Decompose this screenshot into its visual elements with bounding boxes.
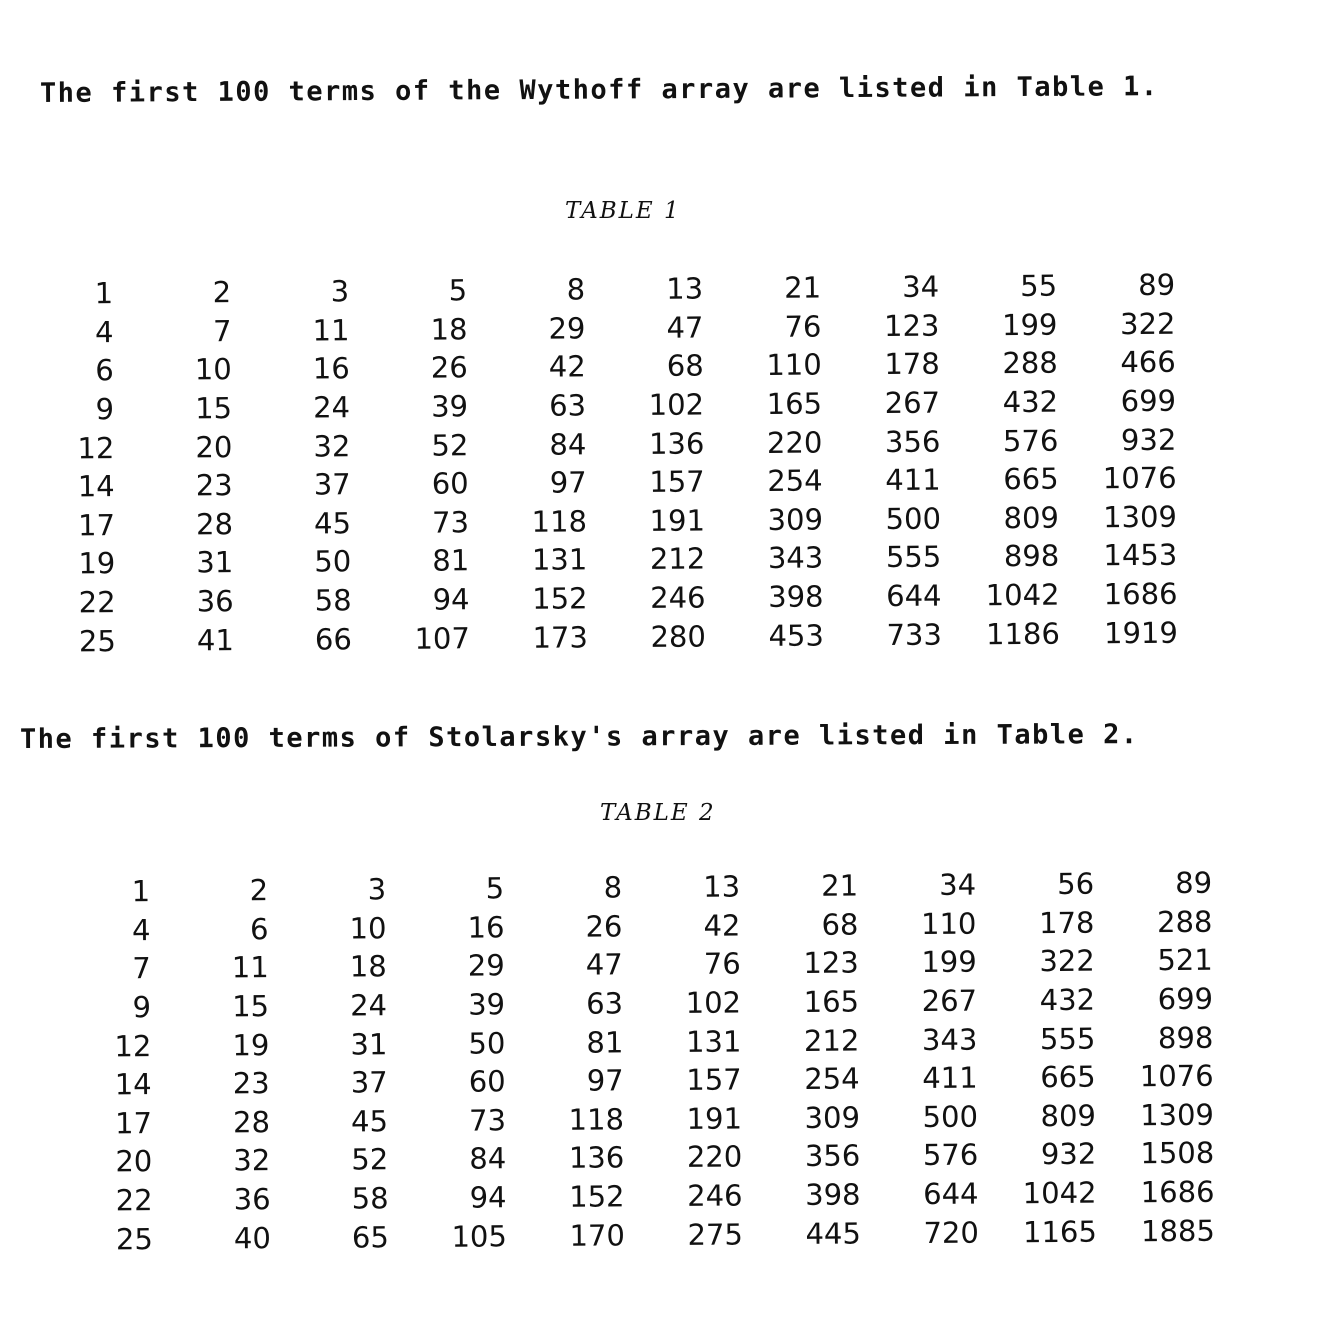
table-cell: 343 (767, 540, 824, 576)
table-cell: 15 (195, 391, 233, 426)
table-cell: 28 (195, 506, 234, 542)
table-cell: 170 (569, 1217, 625, 1253)
table-cell: 280 (650, 619, 706, 654)
table-cell: 17 (77, 507, 116, 543)
table-cell: 576 (922, 1138, 979, 1173)
table-cell: 932 (1040, 1137, 1097, 1172)
table-cell: 5 (485, 871, 505, 906)
table-cell: 466 (1120, 345, 1176, 380)
table-cell: 42 (703, 908, 741, 943)
table-cell: 39 (468, 987, 506, 1022)
table-cell: 932 (1120, 422, 1177, 457)
table-cell: 118 (531, 504, 588, 539)
table-cell: 24 (350, 988, 388, 1023)
table-cell: 58 (351, 1181, 389, 1216)
table-2-caption: TABLE 2 (600, 800, 716, 826)
table-cell: 254 (767, 463, 823, 499)
table-cell: 63 (586, 986, 624, 1021)
table-cell: 644 (886, 578, 942, 614)
table-cell: 37 (313, 467, 351, 502)
table-cell: 275 (687, 1217, 743, 1252)
table-cell: 1 (94, 276, 114, 311)
table-cell: 1186 (985, 616, 1060, 651)
table-cell: 699 (1157, 981, 1214, 1017)
table-cell: 576 (1002, 423, 1059, 458)
table-cell: 32 (313, 428, 351, 464)
table-cell: 34 (939, 867, 977, 903)
table-cell: 68 (821, 907, 859, 942)
table-cell: 81 (432, 543, 470, 579)
table-cell: 13 (666, 271, 704, 307)
table-cell: 9 (132, 990, 152, 1025)
table-cell: 1885 (1140, 1213, 1215, 1248)
table-cell: 11 (312, 313, 350, 348)
table-cell: 66 (314, 621, 353, 657)
table-cell: 212 (803, 1023, 860, 1058)
table-cell: 52 (351, 1142, 389, 1177)
table-cell: 29 (467, 948, 505, 984)
table-cell: 288 (1156, 904, 1213, 940)
table-1-caption: TABLE 1 (565, 198, 681, 224)
table-cell: 356 (804, 1138, 861, 1174)
table-cell: 1042 (985, 577, 1060, 613)
table-cell: 10 (194, 352, 232, 387)
table-cell: 398 (805, 1177, 861, 1212)
table-cell: 165 (803, 984, 860, 1020)
table-cell: 343 (921, 1022, 978, 1057)
table-cell: 322 (1039, 944, 1095, 979)
table-cell: 110 (920, 906, 977, 941)
table-cell: 68 (666, 348, 704, 384)
table-cell: 19 (78, 546, 116, 581)
table-cell: 31 (196, 545, 234, 580)
table-cell: 809 (1040, 1098, 1097, 1133)
wythoff-array-table (0, 266, 1178, 661)
table-cell: 10 (349, 911, 387, 946)
table-cell: 84 (469, 1141, 507, 1177)
table-cell: 2 (212, 275, 232, 310)
table-cell: 26 (430, 350, 468, 386)
table-cell: 94 (432, 582, 470, 617)
table-cell: 733 (886, 617, 942, 652)
table-cell: 322 (1119, 306, 1176, 342)
table-cell: 898 (1157, 1020, 1214, 1055)
table-cell: 432 (1039, 982, 1096, 1018)
table-cell: 1309 (1139, 1097, 1215, 1133)
table-cell: 445 (805, 1216, 861, 1251)
table-cell: 136 (568, 1140, 625, 1176)
table-cell: 32 (233, 1143, 271, 1178)
table-cell: 212 (649, 541, 706, 577)
table-cell: 1453 (1103, 538, 1178, 573)
table-cell: 12 (77, 430, 115, 466)
table-cell: 9 (95, 392, 115, 427)
table-cell: 123 (803, 945, 859, 981)
table-cell: 20 (115, 1144, 153, 1179)
table-cell: 1165 (1022, 1214, 1097, 1249)
table-cell: 665 (1003, 461, 1059, 497)
table-cell: 42 (548, 349, 586, 385)
table-cell: 898 (1003, 539, 1060, 574)
table-cell: 18 (349, 949, 387, 984)
table-cell: 500 (922, 1099, 979, 1134)
table-cell: 110 (766, 347, 822, 383)
table-2-intro-text: The first 100 terms of Stolarsky's array are listed in Table 2. (19, 719, 1139, 755)
table-cell: 22 (78, 585, 116, 620)
table-cell: 5 (448, 273, 468, 308)
table-cell: 220 (686, 1139, 743, 1175)
table-cell: 521 (1157, 943, 1213, 978)
table-cell: 26 (585, 909, 623, 944)
table-cell: 34 (902, 269, 940, 305)
table-cell: 131 (685, 1024, 742, 1059)
table-cell: 8 (603, 870, 623, 905)
table-cell: 152 (569, 1179, 625, 1214)
table-cell: 555 (885, 540, 942, 575)
table-cell: 60 (431, 466, 469, 501)
table-cell: 25 (115, 1221, 154, 1256)
table-cell: 58 (314, 583, 352, 618)
table-cell: 45 (313, 506, 352, 541)
table-cell: 81 (586, 1025, 624, 1060)
table-cell: 56 (1057, 866, 1095, 902)
table-cell: 432 (1002, 384, 1059, 420)
table-cell: 453 (768, 618, 824, 653)
table-cell: 157 (686, 1062, 742, 1098)
table-cell: 1919 (1103, 615, 1178, 650)
table-cell: 165 (766, 386, 823, 422)
table-cell: 8 (566, 272, 586, 307)
table-cell: 13 (703, 869, 741, 905)
table-cell: 76 (703, 946, 741, 982)
table-cell: 157 (649, 464, 705, 500)
table-cell: 55 (1020, 268, 1058, 304)
table-cell: 17 (114, 1105, 153, 1141)
table-cell: 23 (195, 468, 233, 503)
table-cell: 25 (78, 623, 117, 658)
table-cell: 105 (451, 1218, 507, 1254)
table-cell: 173 (532, 619, 588, 655)
table-cell: 63 (549, 388, 587, 423)
table-cell: 29 (548, 311, 586, 346)
table-cell: 199 (921, 945, 977, 980)
table-cell: 6 (95, 353, 114, 388)
table-cell: 16 (467, 910, 505, 945)
table-cell: 21 (821, 868, 859, 904)
table-cell: 11 (231, 950, 269, 985)
table-cell: 1076 (1102, 460, 1177, 496)
table-cell: 22 (115, 1183, 153, 1218)
table-cell: 136 (648, 426, 705, 461)
table-cell: 89 (1175, 866, 1213, 901)
table-cell: 73 (431, 505, 470, 540)
table-cell: 4 (131, 912, 151, 948)
table-cell: 178 (1038, 905, 1095, 940)
table-cell: 97 (586, 1063, 624, 1098)
table-cell: 500 (885, 501, 942, 536)
table-cell: 76 (784, 309, 822, 344)
table-cell: 152 (532, 581, 588, 616)
table-cell: 1076 (1139, 1058, 1214, 1094)
table-cell: 41 (196, 622, 235, 658)
table-cell: 720 (923, 1215, 979, 1250)
table-cell: 94 (469, 1180, 507, 1215)
table-cell: 1686 (1103, 576, 1178, 612)
table-cell: 102 (685, 985, 742, 1020)
table-cell: 36 (233, 1182, 271, 1217)
table-cell: 644 (923, 1176, 979, 1212)
table-cell: 39 (431, 389, 469, 424)
table-cell: 123 (883, 308, 940, 343)
table-cell: 73 (468, 1103, 507, 1138)
table-cell: 14 (114, 1067, 152, 1102)
table-cell: 178 (884, 347, 940, 382)
table-cell: 60 (468, 1064, 506, 1099)
table-cell: 36 (196, 584, 234, 619)
table-cell: 254 (804, 1061, 860, 1097)
table-cell: 65 (351, 1219, 390, 1255)
table-cell: 16 (312, 351, 350, 386)
table-row (35, 1211, 1215, 1259)
table-cell: 47 (666, 310, 704, 345)
table-cell: 309 (804, 1100, 861, 1135)
table-cell: 1686 (1140, 1174, 1215, 1210)
table-cell: 89 (1138, 268, 1176, 303)
table-cell: 52 (431, 427, 469, 463)
table-cell: 2 (249, 873, 269, 908)
table-cell: 7 (212, 314, 232, 349)
table-cell: 356 (884, 424, 941, 459)
table-cell: 665 (1040, 1059, 1096, 1095)
table-cell: 4 (94, 314, 114, 350)
table-cell: 21 (784, 270, 822, 306)
table-cell: 309 (767, 502, 824, 537)
table-cell: 20 (195, 429, 233, 465)
table-cell: 411 (885, 462, 941, 498)
table-cell: 199 (1001, 307, 1058, 342)
table-cell: 15 (232, 989, 270, 1024)
table-cell: 37 (350, 1065, 388, 1100)
table-cell: 1508 (1140, 1136, 1215, 1171)
table-1-intro-text: The first 100 terms of the Wythoff array are listed in Table 1. (39, 71, 1159, 109)
table-cell: 14 (77, 469, 115, 504)
table-cell: 50 (314, 544, 352, 579)
table-row (0, 613, 1178, 661)
table-cell: 267 (884, 385, 941, 421)
table-cell: 555 (1039, 1021, 1096, 1056)
table-cell: 220 (766, 425, 823, 460)
table-cell: 40 (233, 1220, 272, 1256)
table-cell: 3 (367, 872, 387, 907)
table-cell: 12 (114, 1028, 152, 1064)
table-cell: 47 (585, 947, 623, 983)
table-cell: 23 (232, 1066, 270, 1101)
table-cell: 699 (1120, 383, 1177, 419)
table-cell: 107 (414, 620, 470, 656)
table-cell: 1 (131, 874, 151, 909)
table-cell: 411 (922, 1060, 978, 1096)
table-cell: 102 (648, 387, 705, 422)
table-cell: 97 (549, 465, 587, 500)
table-cell: 118 (568, 1102, 625, 1137)
table-cell: 24 (313, 390, 351, 425)
table-cell: 28 (232, 1104, 271, 1140)
table-cell: 84 (549, 427, 587, 462)
table-cell: 267 (921, 983, 978, 1019)
table-cell: 3 (330, 274, 350, 309)
table-cell: 191 (649, 503, 706, 538)
table-cell: 7 (132, 951, 151, 986)
table-cell: 131 (531, 542, 588, 578)
table-cell: 31 (350, 1026, 388, 1062)
table-cell: 50 (468, 1025, 506, 1061)
stolarsky-array-table (32, 864, 1215, 1259)
table-cell: 18 (430, 312, 468, 347)
table-cell: 246 (650, 580, 706, 615)
table-cell: 45 (350, 1104, 389, 1139)
table-cell: 1309 (1102, 499, 1178, 535)
table-cell: 246 (687, 1178, 743, 1213)
table-cell: 398 (768, 579, 824, 614)
table-cell: 191 (686, 1101, 743, 1136)
table-cell: 19 (232, 1027, 270, 1063)
table-cell: 1042 (1022, 1175, 1097, 1211)
table-cell: 809 (1003, 500, 1060, 535)
table-cell: 288 (1002, 346, 1058, 381)
table-cell: 6 (249, 912, 269, 947)
